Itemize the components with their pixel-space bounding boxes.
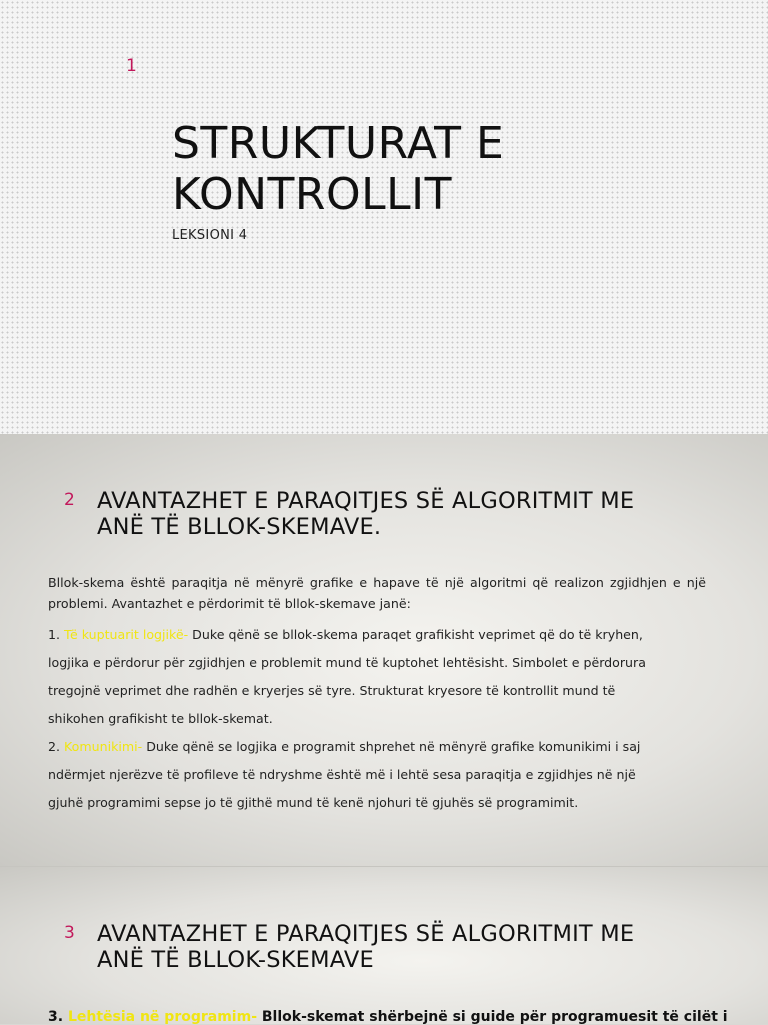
slide-title [172, 118, 504, 220]
item-2-text: Duke qënë se logjika e programit shprehet në mënyrë grafike komunikimi i saj [142, 739, 641, 754]
heading-line-1: AVANTAZHET E PARAQITJES SË ALGORITMIT ME [97, 921, 635, 947]
item-1-prefix: 1. [48, 627, 65, 642]
heading-line-1: AVANTAZHET E PARAQITJES SË ALGORITMIT ME [97, 488, 635, 514]
item-1-line-4: shikohen grafikisht te bllok-skemat. [48, 711, 273, 726]
title-line-1: STRUKTURAT E [172, 118, 505, 169]
heading-line-2: ANË TË BLLOK-SKEMAVE [97, 947, 374, 973]
slide-2 [0, 434, 768, 867]
item-3-highlight: Lehtësia në programim- [67, 1009, 257, 1025]
slide-subtitle: LEKSIONI 4 [172, 228, 248, 243]
slide-1 [0, 0, 768, 434]
item-1-line-2: logjika e përdorur për zgjidhjen e problemit mund të kuptohet lehtësisht. Simbolet e përdorura [48, 655, 646, 670]
item-3-prefix: 3. [48, 1009, 68, 1025]
item-2-line-1 [48, 733, 706, 761]
item-3-text: Bllok-skemat shërbejnë si guide për programuesit të cilët i [257, 1009, 728, 1025]
slide-body [48, 572, 706, 817]
slide-heading [97, 488, 634, 540]
slide-number: 1 [126, 56, 137, 76]
item-1-highlight: Të kuptuarit logjikë- [64, 627, 189, 642]
item-2-line-2: ndërmjet njerëzve të profileve të ndryshme është më i lehtë sesa paraqitja e zgjidhjes në një [48, 767, 636, 782]
title-line-2: KONTROLLIT [172, 169, 452, 220]
item-3-line [48, 1009, 728, 1025]
slide-number: 3 [64, 923, 75, 943]
item-2-prefix: 2. [48, 739, 65, 754]
item-1-line-3: tregojnë veprimet dhe radhën e kryerjes së tyre. Strukturat kryesore të kontrollit mund të [48, 683, 616, 698]
item-1-text: Duke qënë se bllok-skema paraqet grafikisht veprimet që do të kryhen, [188, 627, 643, 642]
slide-3 [0, 867, 768, 1024]
item-2-highlight: Komunikimi- [64, 739, 143, 754]
slide-heading [97, 921, 634, 973]
heading-line-2: ANË TË BLLOK-SKEMAVE. [97, 514, 382, 540]
item-1-line-1 [48, 621, 706, 649]
item-2-line-3: gjuhë programimi sepse jo të gjithë mund të kenë njohuri të gjuhës së programimit. [48, 795, 579, 810]
slide-number: 2 [64, 490, 75, 510]
intro-paragraph: Bllok-skema është paraqitja në mënyrë grafike e hapave të një algoritmi që realizon zgjidhjen e një problemi. Avantazhet e përdorimit të bllok-skemave janë: [48, 575, 706, 611]
